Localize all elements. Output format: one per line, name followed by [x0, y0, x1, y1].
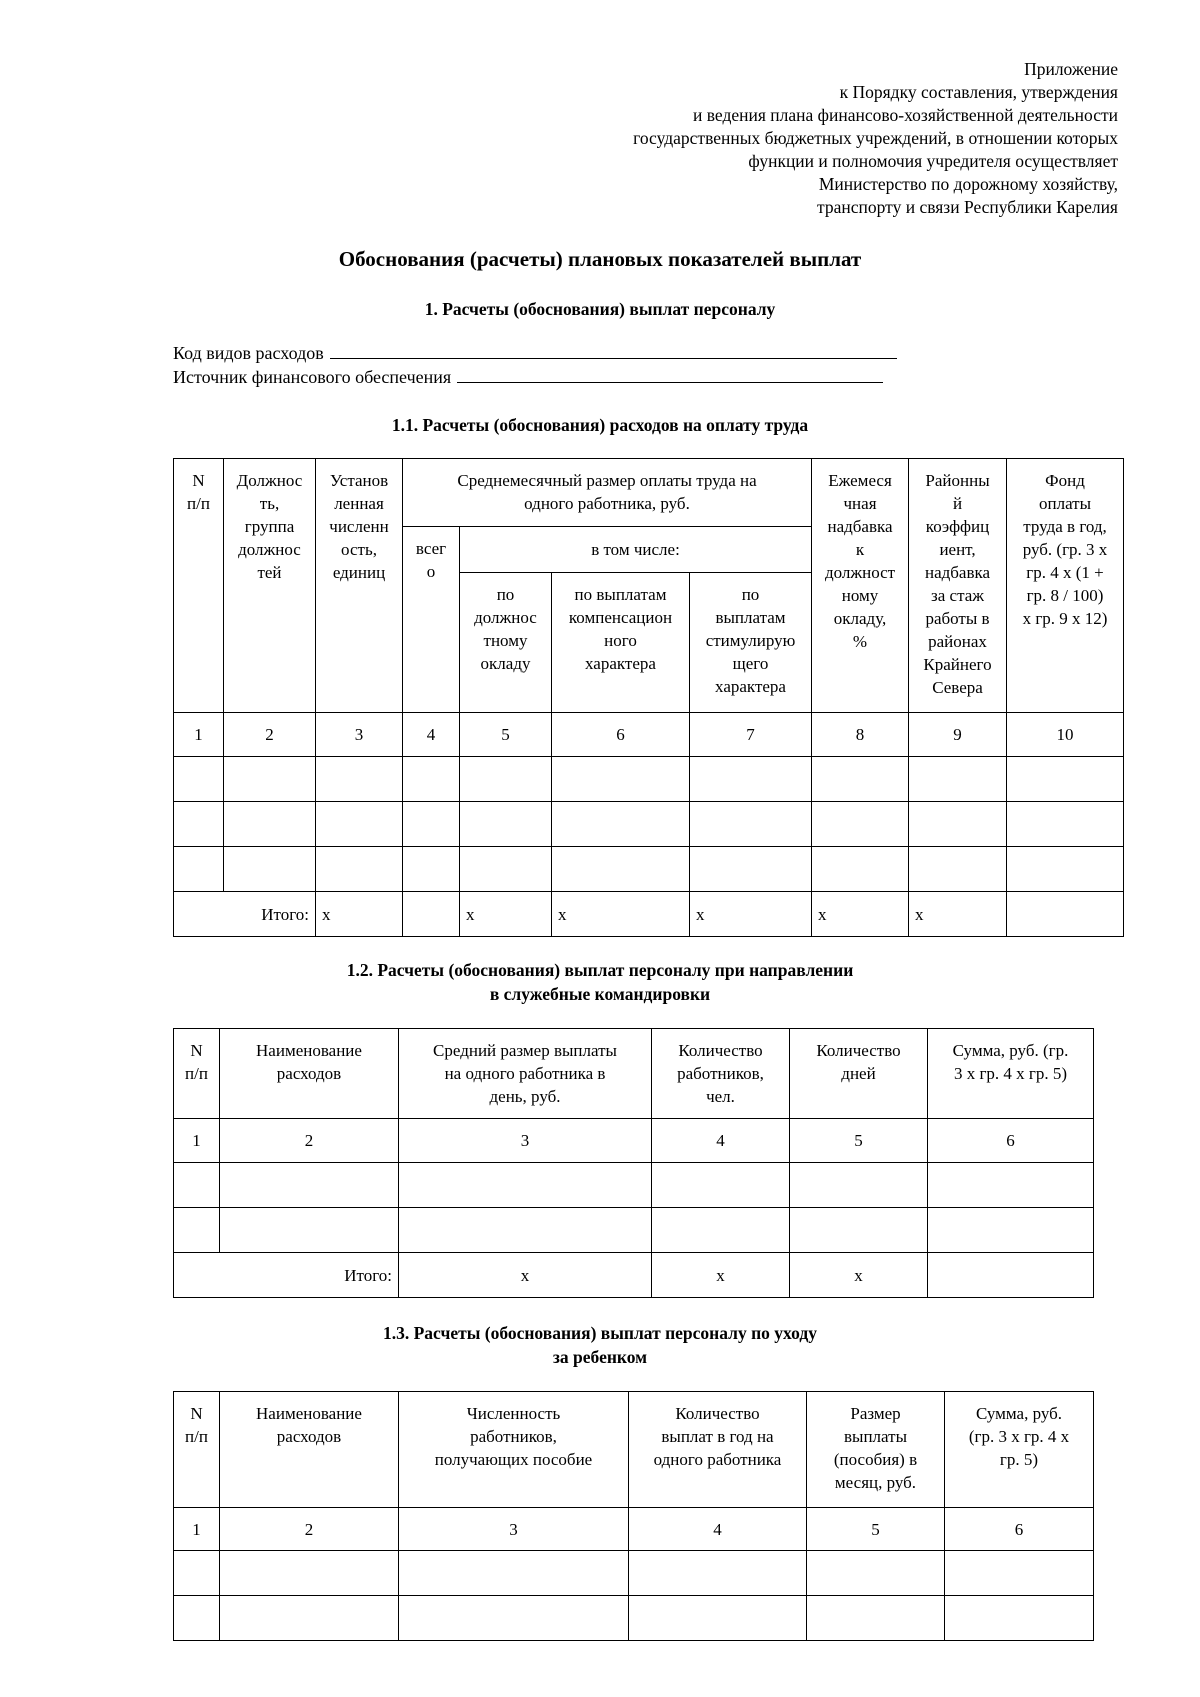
- table-cell[interactable]: [174, 847, 224, 892]
- table-row: [174, 1208, 1094, 1253]
- header-row: [174, 459, 1124, 527]
- table-cell[interactable]: [652, 1163, 790, 1208]
- header-including: в том числе:: [460, 527, 812, 573]
- total-cell: x: [460, 892, 552, 937]
- header-avg-daily: Средний размер выплаты на одного работника в день, руб.: [399, 1029, 652, 1119]
- col-num: 2: [224, 713, 316, 757]
- total-row: [174, 892, 1124, 937]
- table-cell[interactable]: [909, 757, 1007, 802]
- total-cell[interactable]: [403, 892, 460, 937]
- table-cell[interactable]: [174, 1208, 220, 1253]
- table-cell[interactable]: [316, 802, 403, 847]
- header-workers: Количество работников, чел.: [652, 1029, 790, 1119]
- table-cell[interactable]: [909, 847, 1007, 892]
- expense-code-input-line[interactable]: [330, 342, 897, 359]
- table-cell[interactable]: [690, 757, 812, 802]
- table3-title-line: за ребенком: [552, 1347, 648, 1367]
- table-row: [174, 847, 1124, 892]
- appendix-line: транспорту и связи Республики Карелия: [817, 197, 1118, 217]
- table-cell[interactable]: [224, 847, 316, 892]
- table-cell[interactable]: [790, 1163, 928, 1208]
- col-num: 3: [399, 1119, 652, 1163]
- appendix-line: государственных бюджетных учреждений, в отношении которых: [633, 128, 1118, 148]
- total-row: [174, 1253, 1094, 1298]
- col-num: 5: [807, 1508, 945, 1551]
- total-cell: x: [690, 892, 812, 937]
- table-cell[interactable]: [174, 802, 224, 847]
- header-compensation: по выплатам компенсацион ного характера: [552, 573, 690, 713]
- table-cell[interactable]: [928, 1163, 1094, 1208]
- table-cell[interactable]: [220, 1163, 399, 1208]
- expense-code-field: [173, 342, 897, 364]
- table-row: [174, 1551, 1094, 1596]
- total-cell: x: [909, 892, 1007, 937]
- document-title: Обоснования (расчеты) плановых показателей выплат: [338, 247, 862, 271]
- col-num: 4: [652, 1119, 790, 1163]
- header-total: всег о: [403, 527, 460, 713]
- table-cell[interactable]: [316, 757, 403, 802]
- section1-title: 1. Расчеты (обоснования) выплат персоналу: [424, 299, 776, 319]
- table-cell[interactable]: [552, 802, 690, 847]
- table-cell[interactable]: [460, 757, 552, 802]
- table-cell[interactable]: [690, 802, 812, 847]
- header-monthly-bonus: Ежемеся чная надбавка к должност ному окладу, %: [812, 459, 909, 713]
- header-incentive: по выплатам стимулирую щего характера: [690, 573, 812, 713]
- header-expense-name: Наименование расходов: [220, 1392, 399, 1508]
- col-num: 6: [928, 1119, 1094, 1163]
- table-cell[interactable]: [629, 1596, 807, 1641]
- table-cell[interactable]: [909, 802, 1007, 847]
- table-cell[interactable]: [1007, 802, 1124, 847]
- header-amount: Размер выплаты (пособия) в месяц, руб.: [807, 1392, 945, 1508]
- table-row: [174, 1596, 1094, 1641]
- header-position: Должнос ть, группа должнос тей: [224, 459, 316, 713]
- table-cell[interactable]: [460, 802, 552, 847]
- total-label: Итого:: [174, 892, 316, 937]
- table-cell[interactable]: [403, 802, 460, 847]
- col-num: 5: [790, 1119, 928, 1163]
- total-cell: x: [812, 892, 909, 937]
- col-num: 7: [690, 713, 812, 757]
- header-num: N п/п: [174, 1392, 220, 1508]
- col-num: 6: [945, 1508, 1094, 1551]
- header-recipients: Численность работников, получающих пособие: [399, 1392, 629, 1508]
- appendix-line: функции и полномочия учредителя осуществляет: [748, 151, 1118, 171]
- col-num: 1: [174, 1508, 220, 1551]
- table-cell[interactable]: [224, 757, 316, 802]
- table-cell[interactable]: [690, 847, 812, 892]
- table-cell[interactable]: [629, 1551, 807, 1596]
- table-cell[interactable]: [928, 1208, 1094, 1253]
- col-num: 8: [812, 713, 909, 757]
- column-number-row: [174, 1119, 1094, 1163]
- table-cell[interactable]: [790, 1208, 928, 1253]
- table-cell[interactable]: [552, 847, 690, 892]
- table1-title: 1.1. Расчеты (обоснования) расходов на оплату труда: [391, 415, 809, 435]
- table-cell[interactable]: [399, 1551, 629, 1596]
- table-cell[interactable]: [174, 1163, 220, 1208]
- table-cell[interactable]: [399, 1163, 652, 1208]
- col-num: 5: [460, 713, 552, 757]
- col-num: 1: [174, 713, 224, 757]
- table-cell[interactable]: [224, 802, 316, 847]
- table-row: [174, 1163, 1094, 1208]
- appendix-line: и ведения плана финансово-хозяйственной деятельности: [693, 105, 1118, 125]
- column-number-row: [174, 713, 1124, 757]
- business-trip-table: [173, 1028, 1094, 1298]
- table-cell[interactable]: [807, 1551, 945, 1596]
- table-cell[interactable]: [220, 1551, 399, 1596]
- total-cell[interactable]: [928, 1253, 1094, 1298]
- table2-title: [0, 958, 1200, 1006]
- header-row: [174, 1392, 1094, 1508]
- col-num: 4: [629, 1508, 807, 1551]
- table-cell[interactable]: [1007, 757, 1124, 802]
- table-cell[interactable]: [460, 847, 552, 892]
- header-days: Количество дней: [790, 1029, 928, 1119]
- col-num: 1: [174, 1119, 220, 1163]
- table2-title-line: в служебные командировки: [489, 984, 711, 1004]
- table-cell[interactable]: [399, 1208, 652, 1253]
- table3-title-line: 1.3. Расчеты (обоснования) выплат персоналу по уходу: [382, 1323, 817, 1343]
- col-num: 4: [403, 713, 460, 757]
- total-cell: x: [652, 1253, 790, 1298]
- col-num: 3: [399, 1508, 629, 1551]
- table-cell[interactable]: [652, 1208, 790, 1253]
- table-cell[interactable]: [812, 847, 909, 892]
- childcare-table: [173, 1391, 1094, 1641]
- table-cell[interactable]: [812, 802, 909, 847]
- table-cell[interactable]: [807, 1596, 945, 1641]
- table-cell[interactable]: [220, 1208, 399, 1253]
- table-cell[interactable]: [174, 1551, 220, 1596]
- table-cell[interactable]: [174, 1596, 220, 1641]
- table-cell[interactable]: [403, 757, 460, 802]
- table-cell[interactable]: [812, 757, 909, 802]
- total-cell: x: [316, 892, 403, 937]
- col-num: 2: [220, 1119, 399, 1163]
- appendix-line: Приложение: [1024, 59, 1118, 79]
- funding-source-field: [173, 366, 883, 388]
- table-cell[interactable]: [403, 847, 460, 892]
- table-row: [174, 802, 1124, 847]
- appendix-line: к Порядку составления, утверждения: [839, 82, 1118, 102]
- total-cell: x: [399, 1253, 652, 1298]
- funding-source-input-line[interactable]: [457, 366, 883, 383]
- funding-source-label: Источник финансового обеспечения: [173, 367, 452, 387]
- total-cell: x: [552, 892, 690, 937]
- appendix-block: [418, 58, 1118, 219]
- header-num: N п/п: [174, 459, 224, 713]
- header-avg-monthly: Среднемесячный размер оплаты труда на одного работника, руб.: [403, 459, 812, 527]
- header-expense-name: Наименование расходов: [220, 1029, 399, 1119]
- expense-code-label: Код видов расходов: [173, 343, 324, 363]
- table2-title-line: 1.2. Расчеты (обоснования) выплат персоналу при направлении: [346, 960, 854, 980]
- total-cell: x: [790, 1253, 928, 1298]
- col-num: 6: [552, 713, 690, 757]
- table-cell[interactable]: [316, 847, 403, 892]
- table-cell[interactable]: [399, 1596, 629, 1641]
- total-label: Итого:: [174, 1253, 399, 1298]
- table3-title: [0, 1321, 1200, 1369]
- header-num: N п/п: [174, 1029, 220, 1119]
- col-num: 3: [316, 713, 403, 757]
- header-sum: Сумма, руб. (гр. 3 x гр. 4 x гр. 5): [945, 1392, 1094, 1508]
- header-row: [174, 1029, 1094, 1119]
- table-cell[interactable]: [220, 1596, 399, 1641]
- col-num: 2: [220, 1508, 399, 1551]
- table-cell[interactable]: [945, 1596, 1094, 1641]
- payroll-table: [173, 458, 1124, 937]
- header-staff-count: Установ ленная численн ость, единиц: [316, 459, 403, 713]
- appendix-line: Министерство по дорожному хозяйству,: [818, 174, 1118, 194]
- table-cell[interactable]: [945, 1551, 1094, 1596]
- header-by-salary: по должнос тному окладу: [460, 573, 552, 713]
- header-sum: Сумма, руб. (гр. 3 x гр. 4 x гр. 5): [928, 1029, 1094, 1119]
- header-wage-fund: Фонд оплаты труда в год, руб. (гр. 3 x гр. 4 x (1 + гр. 8 / 100) x гр. 9 x 12): [1007, 459, 1124, 713]
- table-cell[interactable]: [1007, 847, 1124, 892]
- col-num: 9: [909, 713, 1007, 757]
- table-cell[interactable]: [174, 757, 224, 802]
- header-regional-coef: Районны й коэффиц иент, надбавка за стаж работы в районах Крайнего Севера: [909, 459, 1007, 713]
- column-number-row: [174, 1508, 1094, 1551]
- total-cell[interactable]: [1007, 892, 1124, 937]
- table-row: [174, 757, 1124, 802]
- col-num: 10: [1007, 713, 1124, 757]
- table-cell[interactable]: [552, 757, 690, 802]
- header-payments: Количество выплат в год на одного работника: [629, 1392, 807, 1508]
